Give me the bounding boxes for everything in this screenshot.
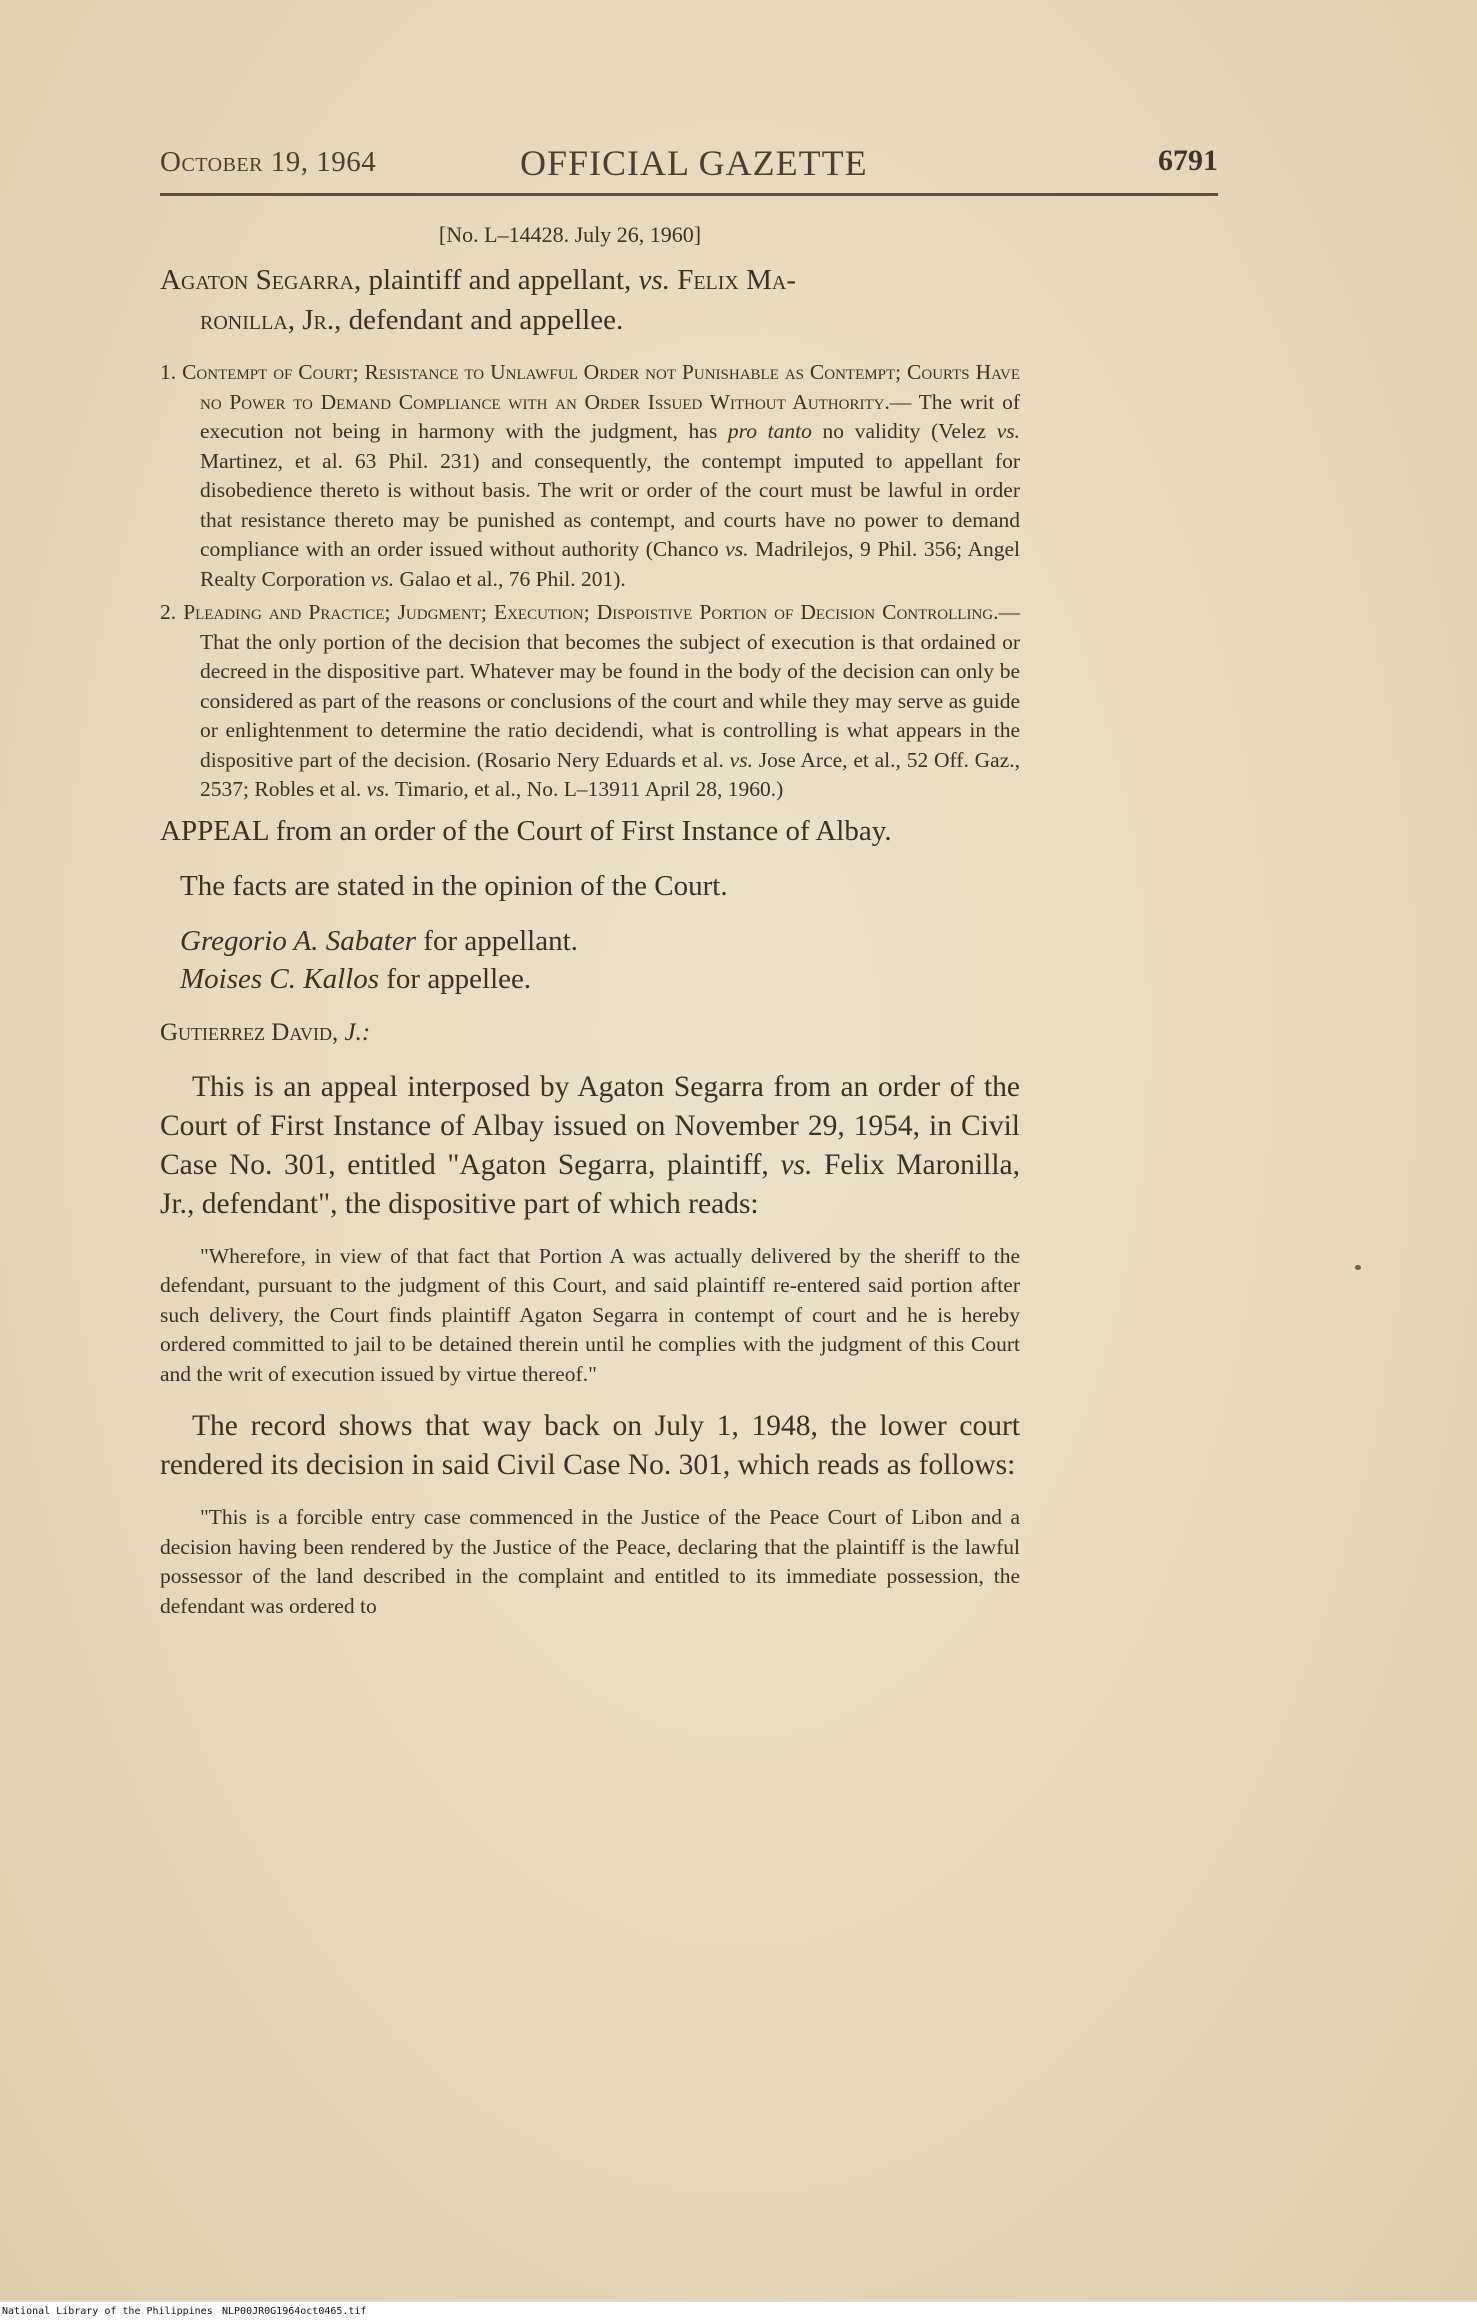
library-label: National Library of the Philippines [2, 2306, 213, 2317]
syllabus-text: The writ of execution not being in harmony with the judgment, has [200, 389, 1020, 443]
quoted-order: "Wherefore, in view of that fact that Portion A was actually delivered by the sheriff to the defendant, pursuant to the judgment of this Court, and said plaintiff re-entered said portion after such delivery, the Court finds plaintiff Agaton Segarra in contempt of court and he is hereby ordered committed to jail to be detained therein until he complies with the judgment of this Court and the writ of execution issued by virtue thereof." [160, 1243, 1020, 1386]
syllabus-italic: vs. [729, 747, 753, 772]
syllabus-italic: vs. [725, 537, 749, 561]
case-title-line2 [160, 300, 1020, 340]
appeal-line: APPEAL from an order of the Court of First Instance of Albay. [160, 814, 892, 847]
counsel-role: for appellee. [379, 962, 532, 995]
paragraph-text: This is an appeal interposed by Agaton Segarra from an order of the Court of First Instance of Albay issued on November 29, 1954, in Civil Case No. 301, entitled "Agaton Segarra, plaintiff, [160, 1070, 1020, 1181]
quoted-decision: "This is a forcible entry case commenced in the Justice of the Peace Court of Libon and a decision having been rendered by the Justice of the Peace, declaring that the plaintiff is the lawful possessor of the land described in the complaint and entitled to its immediate possession, the defendant was ordered to [160, 1505, 1020, 1618]
syllabus-italic: vs. [370, 566, 395, 591]
main-text [160, 222, 1020, 1639]
counsel-name: Gregorio A. Sabater [180, 924, 417, 957]
counsel-appellee [180, 960, 1020, 998]
counsel-name: Moises C. Kallos [180, 962, 379, 995]
case-title [160, 260, 1020, 340]
syllabus-text: That the only portion of the decision that becomes the subject of execution is that ordained or decreed in the dispositive part. Whatever may be found in the body of the decision can only be considered as part of the reasons or conclusions of the court and while they may serve as guide or enlightenment to determine the ratio decidendi, what is controlling is what appears in the dispositive part of the decision. (Rosario Nery Eduards et al. [200, 629, 1020, 772]
issue-date: October 19, 1964 [160, 146, 377, 178]
body-paragraph [160, 1068, 1020, 1224]
syllabus-text: Martinez, et al. 63 Phil. 231) and consequently, the contempt imputed to appellant for disobedience thereto is without basis. The writ or order of the court must be lawful in order that resistance thereto may be punished as contempt, and courts have no power to demand compliance with an order issued without authority (Chanco [200, 448, 1020, 561]
header-rule [160, 193, 1218, 196]
syllabus-item [160, 598, 1020, 805]
counsel-role: for appellant. [416, 924, 578, 957]
defendant-name-part2: ronilla, Jr. [200, 304, 335, 336]
syllabus-number: 2. [160, 600, 184, 624]
case-vs: vs. [638, 264, 670, 296]
scan-filename: NLP00JR0G1964oct0465.tif [222, 2306, 367, 2317]
paragraph-vs: vs. [780, 1148, 813, 1181]
syllabus-text: Madrilejos, 9 Phil. 356; Angel Realty Corporation [200, 537, 1021, 591]
syllabus-italic: pro tanto [727, 419, 812, 443]
counsel-appellant [180, 922, 1020, 960]
judge-name: Gutierrez David, [160, 1018, 345, 1046]
defendant-role: , defendant and appellee. [334, 304, 624, 336]
scan-footer [0, 2302, 1477, 2321]
syllabus-italic: vs. [996, 419, 1020, 443]
body-paragraph: The record shows that way back on July 1, 1948, the lower court rendered its decision in said Civil Case No. 301, which reads as follows: [160, 1410, 1020, 1481]
page-number: 6791 [1158, 144, 1218, 177]
page-header [160, 142, 1218, 182]
syllabus-text: Galao et al., 76 Phil. 201). [394, 566, 626, 591]
judge-title: J.: [344, 1018, 371, 1046]
publication-title: OFFICIAL GAZETTE [520, 143, 868, 183]
syllabus-item [160, 358, 1020, 594]
syllabus-text: Jose Arce, et al., 52 Off. Gaz., 2537; Robles et al. [200, 747, 1020, 801]
ponente [160, 1016, 1020, 1050]
syllabus-heading: Contempt of Court; Resistance to Unlawful Order not Punishable as Contempt; Courts Have no Power to Demand Compliance with an Order Issued Without Authority.— [182, 360, 1020, 414]
defendant-name-part1: Felix Ma- [669, 264, 797, 296]
syllabus-heading: Pleading and Practice; Judgment; Execution; Dispoistive Portion of Decision Controlling.— [183, 600, 1020, 624]
counsel-block [180, 922, 1020, 998]
case-title-line1 [160, 260, 1020, 300]
facts-line: The facts are stated in the opinion of the Court. [180, 869, 728, 902]
syllabus-number: 1. [160, 360, 183, 384]
syllabus-italic: vs. [366, 777, 390, 801]
plaintiff-name: Agaton Segarra [160, 264, 354, 296]
case-number: [No. L–14428. July 26, 1960] [438, 222, 702, 247]
paragraph-text: Felix Maronilla, Jr., defendant", the dispositive part of which reads: [160, 1148, 1020, 1220]
paper-speck [1355, 1265, 1361, 1270]
plaintiff-role: , plaintiff and appellant, [353, 264, 639, 296]
syllabus-text: no validity (Velez [811, 419, 997, 443]
syllabus-text: Timario, et al., No. L–13911 April 28, 1960.) [389, 777, 784, 801]
